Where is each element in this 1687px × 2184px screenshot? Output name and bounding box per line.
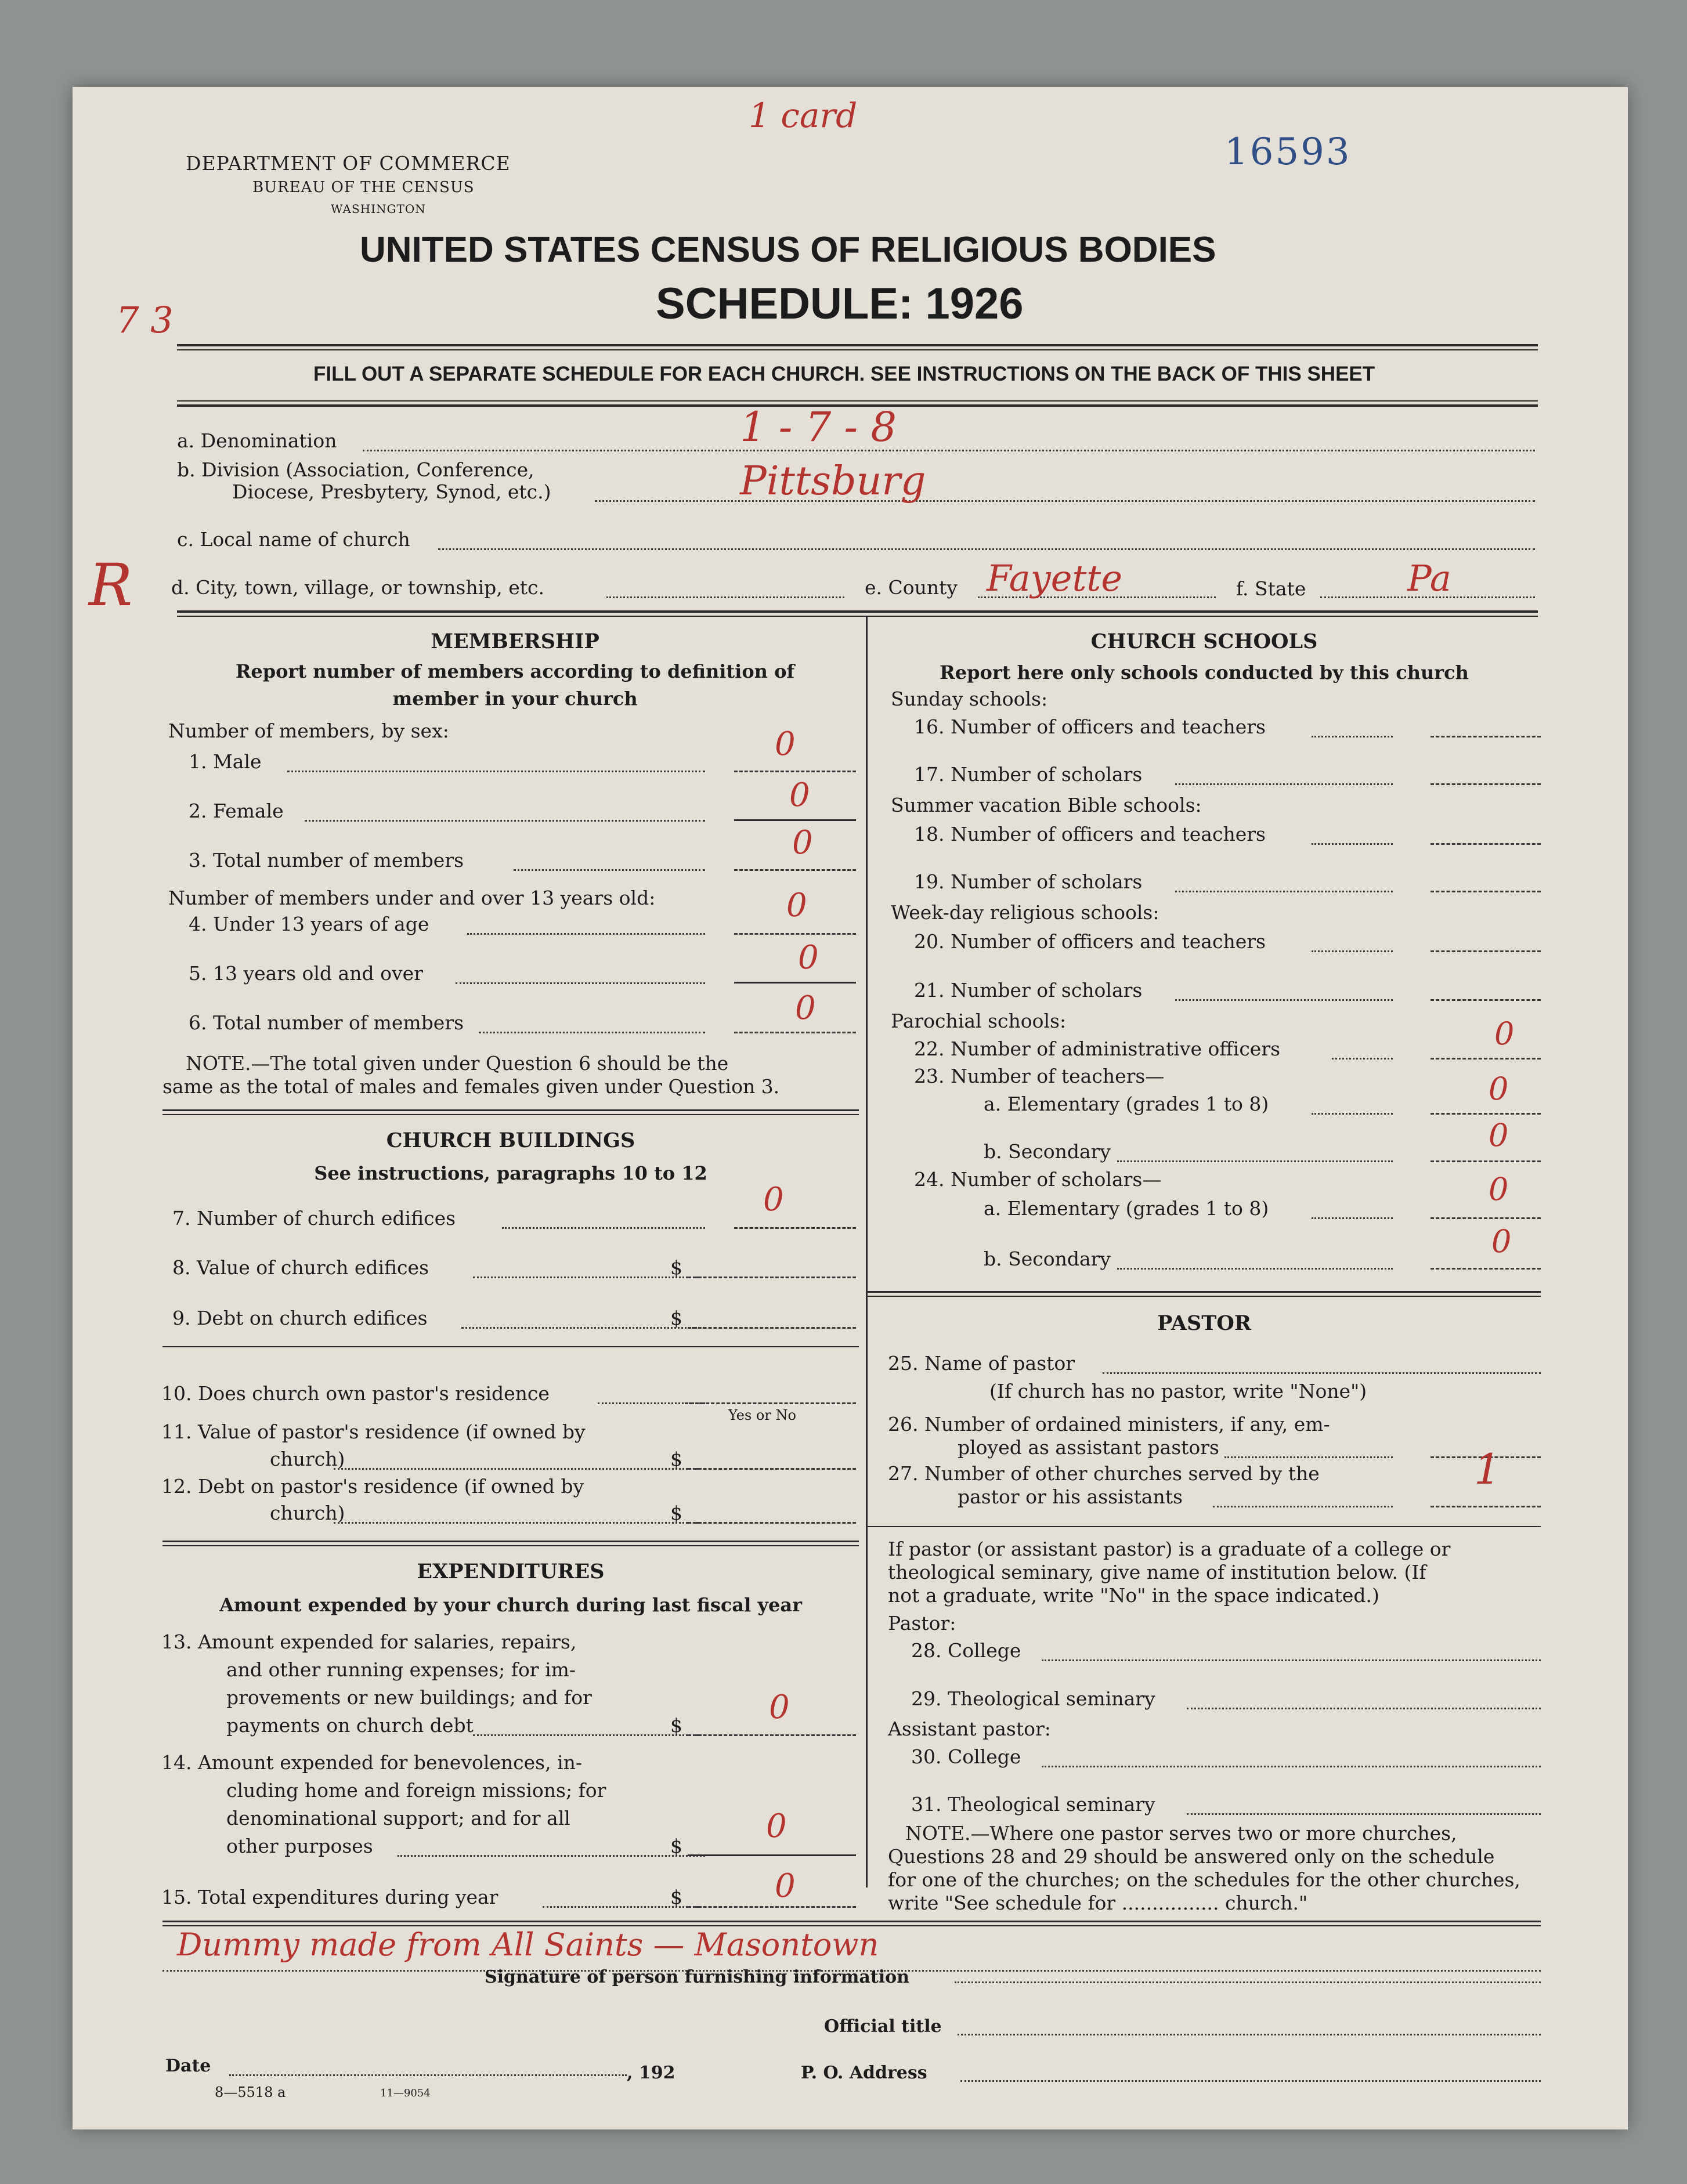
assistant-sub-label: Assistant pastor: xyxy=(888,1717,1051,1740)
q18-leader xyxy=(1312,843,1393,845)
instruction-banner: FILL OUT A SEPARATE SCHEDULE FOR EACH CHURCH. SEE INSTRUCTIONS ON THE BACK OF THIS SHEET xyxy=(313,363,1375,385)
membership-note-2: same as the total of males and females given under Question 3. xyxy=(162,1075,780,1098)
q31-seminary-field[interactable] xyxy=(1187,1813,1541,1815)
q27-field[interactable]: 1 xyxy=(1474,1445,1501,1494)
q27-label-1: 27. Number of other churches served by the xyxy=(888,1462,1320,1485)
q1-male-field[interactable]: 0 xyxy=(775,725,796,763)
q13-blank xyxy=(688,1734,856,1736)
q10-residence-label: 10. Does church own pastor's residence xyxy=(161,1382,550,1405)
q7-edifices-label: 7. Number of church edifices xyxy=(172,1207,456,1230)
pastor-note-3: for one of the churches; on the schedules for the other churches, xyxy=(888,1868,1520,1891)
q12-debt-field[interactable] xyxy=(688,1522,856,1524)
official-title-field[interactable] xyxy=(958,2034,1541,2035)
card-note: 1 card xyxy=(749,96,858,135)
by-age-label: Number of members under and over 13 years old: xyxy=(168,887,656,909)
q18-label: 18. Number of officers and teachers xyxy=(914,823,1266,845)
membership-rule xyxy=(162,1109,859,1111)
city-heading: WASHINGTON xyxy=(331,202,426,216)
po-address-field[interactable] xyxy=(960,2080,1541,2082)
q6-total-field[interactable]: 0 xyxy=(795,989,816,1027)
q24a-leader xyxy=(1312,1217,1393,1219)
census-schedule-sheet xyxy=(73,87,1628,2129)
division-line xyxy=(595,500,1535,502)
schedule-year: SCHEDULE: 1926 xyxy=(656,279,1024,328)
q2-female-field[interactable]: 0 xyxy=(789,776,810,814)
yes-no-hint: Yes or No xyxy=(728,1407,796,1423)
footer-rule xyxy=(162,1921,1541,1922)
q14-label-3: denominational support; and for all xyxy=(226,1807,570,1829)
membership-heading: MEMBERSHIP xyxy=(431,630,599,653)
buildings-inner-rule xyxy=(162,1346,859,1347)
q25-pastor-name-field[interactable] xyxy=(1103,1372,1541,1374)
q26-leader xyxy=(1224,1456,1393,1458)
q27-leader xyxy=(1213,1506,1393,1507)
q3-leader xyxy=(514,869,705,871)
q5-over13-label: 5. 13 years old and over xyxy=(189,962,423,985)
expenditures-heading: EXPENDITURES xyxy=(417,1560,605,1583)
q14-amount-field[interactable]: 0 xyxy=(766,1807,787,1845)
division-field[interactable]: Pittsburg xyxy=(740,458,926,504)
q3-total-label: 3. Total number of members xyxy=(189,849,464,872)
denomination-field[interactable]: 1 - 7 - 8 xyxy=(740,403,897,451)
q11-leader xyxy=(334,1468,705,1470)
section-rule xyxy=(177,610,1538,613)
q29-label: 29. Theological seminary xyxy=(911,1687,1155,1710)
division-label-1: b. Division (Association, Conference, xyxy=(177,458,534,481)
q23-label: 23. Number of teachers— xyxy=(914,1065,1165,1087)
q14-label-2: cluding home and foreign missions; for xyxy=(226,1779,606,1802)
q24a-label: a. Elementary (grades 1 to 8) xyxy=(984,1197,1269,1220)
q21-leader xyxy=(1175,999,1393,1001)
q14-dollar: $ xyxy=(670,1835,682,1857)
graduate-note-2: theological seminary, give name of institution below. (If xyxy=(888,1561,1426,1583)
official-title-label: Official title xyxy=(824,2016,942,2037)
q4-under13-label: 4. Under 13 years of age xyxy=(189,913,429,935)
bureau-heading: BUREAU OF THE CENSUS xyxy=(252,179,475,196)
margin-number: 7 3 xyxy=(116,299,174,341)
q15-total-label: 15. Total expenditures during year xyxy=(161,1886,498,1908)
q14-blank xyxy=(688,1854,856,1856)
q9-leader xyxy=(461,1327,705,1329)
pastor-note-4: write "See schedule for ................ church." xyxy=(888,1892,1308,1914)
q17-label: 17. Number of scholars xyxy=(914,763,1143,786)
schools-sub: Report here only schools conducted by this church xyxy=(940,661,1469,684)
q4-blank xyxy=(734,933,856,935)
q12-label-2: church) xyxy=(270,1502,345,1524)
q24b-leader xyxy=(1117,1268,1393,1270)
q20-label: 20. Number of officers and teachers xyxy=(914,930,1266,953)
division-label-2: Diocese, Presbytery, Synod, etc.) xyxy=(232,480,551,503)
denomination-line xyxy=(363,450,1535,451)
q9-debt-field[interactable] xyxy=(688,1327,856,1329)
q24b-label: b. Secondary xyxy=(984,1248,1111,1270)
q4-leader xyxy=(467,933,705,935)
q11-dollar: $ xyxy=(670,1448,682,1470)
q7-leader xyxy=(502,1227,705,1229)
parochial-label: Parochial schools: xyxy=(891,1010,1067,1032)
q23a-blank xyxy=(1430,1113,1541,1115)
q21-label: 21. Number of scholars xyxy=(914,979,1143,1001)
q23a-label: a. Elementary (grades 1 to 8) xyxy=(984,1093,1269,1115)
q23a-leader xyxy=(1312,1113,1393,1115)
q30-label: 30. College xyxy=(911,1745,1021,1768)
q13-label-3: provements or new buildings; and for xyxy=(226,1686,592,1709)
city-label: d. City, town, village, or township, etc. xyxy=(171,576,545,599)
column-divider xyxy=(866,617,868,1888)
year-suffix: , 192 xyxy=(627,2063,675,2083)
q22-field[interactable]: 0 xyxy=(1494,1015,1515,1052)
q13-amount-field[interactable]: 0 xyxy=(769,1688,790,1726)
po-address-label: P. O. Address xyxy=(801,2063,927,2083)
q1-leader xyxy=(287,771,705,772)
buildings-sub: See instructions, paragraphs 10 to 12 xyxy=(314,1162,707,1184)
form-title: UNITED STATES CENSUS OF RELIGIOUS BODIES xyxy=(360,230,1216,270)
date-label: Date xyxy=(165,2056,211,2076)
pastor-inner-rule xyxy=(868,1526,1541,1527)
membership-sub-2: member in your church xyxy=(392,688,638,710)
q21-field[interactable] xyxy=(1430,999,1541,1001)
signature-field[interactable]: Dummy made from All Saints — Masontown xyxy=(177,1926,879,1963)
q9-dollar: $ xyxy=(670,1307,682,1329)
membership-rule-thin xyxy=(162,1114,859,1115)
pastor-note-2: Questions 28 and 29 should be answered only on the schedule xyxy=(888,1845,1495,1868)
schools-heading: CHURCH SCHOOLS xyxy=(1090,630,1318,653)
q24b-blank xyxy=(1430,1268,1541,1270)
q5-blank xyxy=(734,982,856,983)
q27-blank xyxy=(1430,1506,1541,1507)
local-name-line xyxy=(438,548,1535,550)
buildings-rule-thin xyxy=(162,1545,859,1546)
q11-label-2: church) xyxy=(270,1448,345,1470)
pastor-heading: PASTOR xyxy=(1157,1311,1251,1335)
summer-label: Summer vacation Bible schools: xyxy=(891,794,1202,816)
q23a-field[interactable]: 0 xyxy=(1489,1071,1509,1107)
q22-blank xyxy=(1430,1058,1541,1060)
q26-label-1: 26. Number of ordained ministers, if any, em- xyxy=(888,1413,1330,1435)
q28-college-field[interactable] xyxy=(1042,1659,1541,1661)
department-heading: DEPARTMENT OF COMMERCE xyxy=(186,152,511,175)
state-label: f. State xyxy=(1236,577,1306,600)
q23b-field[interactable]: 0 xyxy=(1489,1117,1509,1154)
q16-label: 16. Number of officers and teachers xyxy=(914,715,1266,738)
q8-value-label: 8. Value of church edifices xyxy=(172,1256,429,1279)
local-name-label: c. Local name of church xyxy=(177,528,410,551)
q2-female-label: 2. Female xyxy=(189,800,284,822)
q8-dollar: $ xyxy=(670,1256,682,1279)
q7-blank xyxy=(734,1227,856,1229)
q24-label: 24. Number of scholars— xyxy=(914,1168,1162,1191)
q3-total-field[interactable]: 0 xyxy=(792,824,813,862)
q15-blank xyxy=(688,1906,856,1908)
q25-label: 25. Name of pastor xyxy=(888,1352,1075,1375)
q22-leader xyxy=(1332,1058,1393,1060)
q30-college-field[interactable] xyxy=(1042,1766,1541,1767)
q6-blank xyxy=(734,1032,856,1033)
q3-blank xyxy=(734,869,856,871)
q24a-blank xyxy=(1430,1217,1541,1219)
q29-seminary-field[interactable] xyxy=(1187,1708,1541,1709)
q14-label-1: 14. Amount expended for benevolences, in- xyxy=(161,1751,583,1774)
q23b-leader xyxy=(1117,1160,1393,1162)
print-code: 11—9054 xyxy=(380,2087,431,2099)
pastor-note-1: NOTE.—Where one pastor serves two or more churches, xyxy=(905,1822,1457,1845)
q24a-field[interactable]: 0 xyxy=(1489,1171,1509,1207)
q20-leader xyxy=(1312,950,1393,952)
q19-field[interactable] xyxy=(1430,891,1541,892)
sunday-label: Sunday schools: xyxy=(891,688,1048,710)
pastor-sub-label: Pastor: xyxy=(888,1612,956,1635)
q15-total-field[interactable]: 0 xyxy=(775,1867,796,1905)
county-label: e. County xyxy=(865,576,958,599)
form-number: 8—5518 a xyxy=(215,2084,286,2100)
q9-debt-label: 9. Debt on church edifices xyxy=(172,1307,428,1329)
denomination-label: a. Denomination xyxy=(177,429,337,452)
q13-label-1: 13. Amount expended for salaries, repairs, xyxy=(161,1630,577,1653)
q14-label-4: other purposes xyxy=(226,1835,373,1857)
q5-over13-field[interactable]: 0 xyxy=(798,939,819,977)
q2-leader xyxy=(305,820,705,822)
q23b-label: b. Secondary xyxy=(984,1140,1111,1163)
q22-label: 22. Number of administrative officers xyxy=(914,1037,1281,1060)
q17-leader xyxy=(1175,783,1393,785)
q1-male-label: 1. Male xyxy=(189,750,262,773)
q8-value-field[interactable] xyxy=(688,1277,856,1278)
q16-leader xyxy=(1312,736,1393,737)
serial-number-stamp: 16593 xyxy=(1224,131,1352,173)
q26-label-2: ployed as assistant pastors xyxy=(958,1436,1219,1459)
schools-rule xyxy=(868,1291,1541,1293)
q19-label: 19. Number of scholars xyxy=(914,870,1143,893)
q13-dollar: $ xyxy=(670,1714,682,1737)
q18-field[interactable] xyxy=(1430,843,1541,845)
q19-leader xyxy=(1175,891,1393,892)
county-field[interactable]: Fayette xyxy=(987,557,1123,599)
date-field[interactable] xyxy=(229,2074,627,2076)
margin-letter: R xyxy=(89,551,133,619)
q14-leader xyxy=(398,1855,705,1857)
expenditures-sub: Amount expended by your church during last fiscal year xyxy=(219,1594,802,1616)
q15-dollar: $ xyxy=(670,1886,682,1908)
q24b-field[interactable]: 0 xyxy=(1491,1223,1512,1260)
buildings-rule xyxy=(162,1541,859,1542)
schools-rule-thin xyxy=(868,1296,1541,1297)
q17-field[interactable] xyxy=(1430,783,1541,785)
q23b-blank xyxy=(1430,1160,1541,1162)
city-line xyxy=(606,596,844,598)
q13-label-2: and other running expenses; for im- xyxy=(226,1658,576,1681)
q13-label-4: payments on church debt xyxy=(226,1714,474,1737)
graduate-note-1: If pastor (or assistant pastor) is a graduate of a college or xyxy=(888,1538,1451,1560)
q11-label-1: 11. Value of pastor's residence (if owned by xyxy=(161,1420,586,1443)
banner-rule-bottom-thin xyxy=(177,400,1538,402)
q28-label: 28. College xyxy=(911,1639,1021,1662)
q12-label-1: 12. Debt on pastor's residence (if owned by xyxy=(161,1475,584,1498)
q2-blank xyxy=(734,819,856,821)
q16-field[interactable] xyxy=(1430,736,1541,737)
q27-label-2: pastor or his assistants xyxy=(958,1485,1183,1508)
signature-line-end xyxy=(955,1981,1541,1983)
signature-label: Signature of person furnishing information xyxy=(485,1967,909,1987)
banner-rule-top xyxy=(177,344,1538,346)
q25-note: (If church has no pastor, write "None") xyxy=(989,1380,1367,1402)
q7-edifices-field[interactable]: 0 xyxy=(763,1181,784,1218)
q11-value-field[interactable] xyxy=(688,1468,856,1470)
buildings-heading: CHURCH BUILDINGS xyxy=(386,1129,635,1152)
q5-leader xyxy=(456,982,705,984)
q10-residence-field[interactable] xyxy=(685,1402,856,1404)
by-sex-label: Number of members, by sex: xyxy=(168,719,449,742)
weekday-label: Week-day religious schools: xyxy=(891,901,1159,924)
q6-total-label: 6. Total number of members xyxy=(189,1011,464,1034)
q4-under13-field[interactable]: 0 xyxy=(786,887,807,924)
q20-field[interactable] xyxy=(1430,950,1541,952)
q12-leader xyxy=(334,1522,705,1524)
membership-note-1: NOTE.—The total given under Question 6 should be the xyxy=(186,1052,729,1075)
q31-label: 31. Theological seminary xyxy=(911,1793,1155,1816)
q12-dollar: $ xyxy=(670,1502,682,1524)
section-rule-thin xyxy=(177,616,1538,617)
q1-blank xyxy=(734,771,856,772)
q6-leader xyxy=(479,1032,705,1033)
banner-rule-top-thin xyxy=(177,349,1538,350)
graduate-note-3: not a graduate, write "No" in the space indicated.) xyxy=(888,1584,1379,1607)
state-field[interactable]: Pa xyxy=(1407,557,1451,599)
membership-sub-1: Report number of members according to definition of xyxy=(235,660,795,682)
